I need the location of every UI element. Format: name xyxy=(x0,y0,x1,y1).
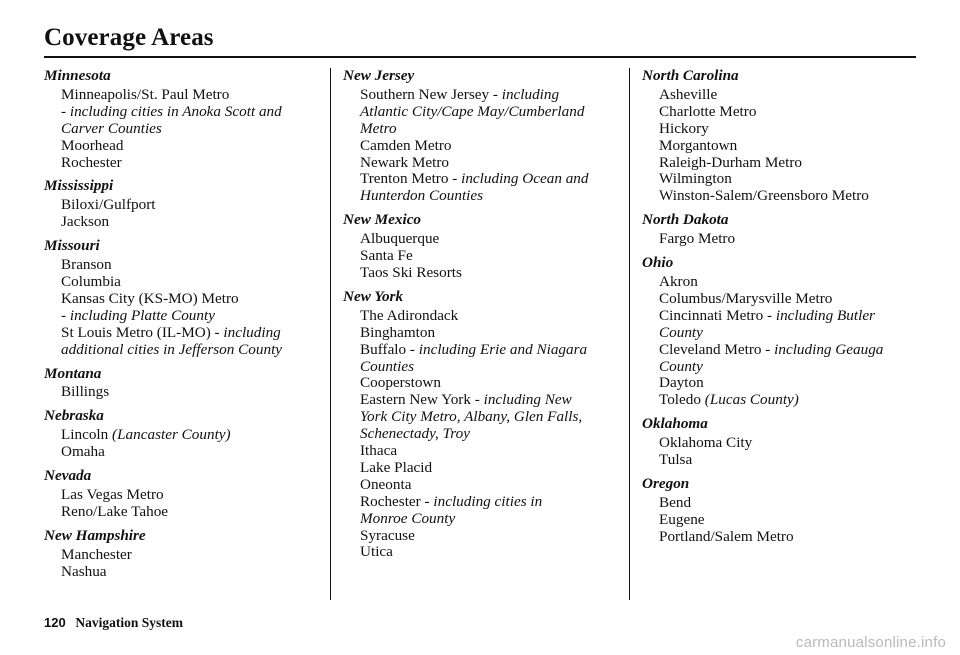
column-divider xyxy=(629,68,630,600)
city-entry xyxy=(642,325,922,342)
city-text: Lake Placid xyxy=(360,458,433,476)
city-text: Reno/Lake Tahoe xyxy=(61,502,169,520)
city-note: Monroe County xyxy=(360,509,456,527)
page-footer xyxy=(44,615,183,631)
city-entry xyxy=(642,452,922,469)
city-text: Syracuse xyxy=(360,526,415,544)
city-note: (Lancaster County) xyxy=(112,426,231,444)
state-heading: North Dakota xyxy=(642,211,729,229)
city-entry xyxy=(642,121,922,138)
city-entry xyxy=(343,528,629,545)
city-note: including Ocean and xyxy=(461,170,589,188)
city-entry xyxy=(642,342,922,359)
city-entry xyxy=(642,274,922,291)
city-text: Kansas City (KS-MO) Metro xyxy=(61,289,239,307)
city-text: Portland/Salem Metro xyxy=(659,527,794,545)
city-entry xyxy=(642,375,922,392)
city-text: Raleigh-Durham Metro xyxy=(659,153,802,171)
city-entry xyxy=(44,104,330,121)
city-entry xyxy=(343,265,629,282)
city-entry xyxy=(44,291,330,308)
city-text: Cincinnati Metro - xyxy=(659,306,776,324)
city-text: Binghamton xyxy=(360,323,436,341)
city-entry xyxy=(44,308,330,325)
city-note: including Geauga xyxy=(774,340,884,358)
city-entry xyxy=(343,325,629,342)
state-heading: Oklahoma xyxy=(642,415,708,433)
city-text: Manchester xyxy=(61,545,132,563)
coverage-column-1 xyxy=(44,68,330,580)
city-text: Dayton xyxy=(659,374,704,392)
city-text: Oklahoma City xyxy=(659,434,753,452)
city-entry xyxy=(343,155,629,172)
city-entry xyxy=(642,495,922,512)
city-text: Oneonta xyxy=(360,475,412,493)
city-entry xyxy=(44,444,330,461)
state-heading: Mississippi xyxy=(44,177,114,195)
state-heading: New York xyxy=(343,287,404,305)
city-text: Hickory xyxy=(659,119,709,137)
city-text: Akron xyxy=(659,272,698,290)
city-entry xyxy=(44,121,330,138)
state-heading: Nebraska xyxy=(44,407,104,425)
city-entry xyxy=(642,171,922,188)
city-note: including Butler xyxy=(775,306,875,324)
city-text: Rochester - xyxy=(360,492,434,510)
city-note: County xyxy=(659,357,703,375)
city-entry xyxy=(343,477,629,494)
city-note: Atlantic City/Cape May/Cumberland xyxy=(360,102,585,120)
city-entry xyxy=(44,155,330,172)
city-text: Asheville xyxy=(659,85,718,103)
city-text: Winston-Salem/Greensboro Metro xyxy=(659,187,869,205)
city-note: including New xyxy=(483,391,572,409)
city-entry xyxy=(642,104,922,121)
city-entry xyxy=(343,188,629,205)
city-entry xyxy=(642,512,922,529)
city-entry xyxy=(343,248,629,265)
city-entry xyxy=(343,138,629,155)
city-text: St Louis Metro (IL-MO) - xyxy=(61,323,224,341)
city-note: Counties xyxy=(360,357,415,375)
city-entry xyxy=(343,104,629,121)
city-text: Charlotte Metro xyxy=(659,102,757,120)
city-entry xyxy=(44,547,330,564)
city-note: - including Platte County xyxy=(61,306,215,324)
city-entry xyxy=(343,494,629,511)
state-heading: New Jersey xyxy=(343,67,415,84)
city-entry xyxy=(343,87,629,104)
city-entry xyxy=(343,426,629,443)
coverage-column-3 xyxy=(642,68,922,546)
city-note: additional cities in Jefferson County xyxy=(61,340,283,358)
city-text: Wilmington xyxy=(659,170,732,188)
city-entry xyxy=(642,435,922,452)
city-entry xyxy=(343,544,629,561)
state-heading: Minnesota xyxy=(44,67,111,84)
city-entry xyxy=(44,257,330,274)
state-heading: Oregon xyxy=(642,474,690,492)
state-heading: Nevada xyxy=(44,467,92,485)
city-entry xyxy=(642,392,922,409)
city-entry xyxy=(44,504,330,521)
column-divider xyxy=(330,68,331,600)
city-entry xyxy=(642,529,922,546)
state-heading: North Carolina xyxy=(642,67,739,84)
watermark: carmanualsonline.info xyxy=(795,634,946,651)
title-rule xyxy=(44,56,916,58)
city-text: Buffalo - xyxy=(360,340,419,358)
city-entry xyxy=(44,138,330,155)
city-entry xyxy=(343,392,629,409)
city-note: Metro xyxy=(360,119,397,137)
city-text: Cleveland Metro - xyxy=(659,340,775,358)
page-title: Coverage Areas xyxy=(44,24,214,51)
city-text: Columbia xyxy=(61,272,121,290)
city-entry xyxy=(44,564,330,581)
city-text: Utica xyxy=(360,543,393,561)
city-note: County xyxy=(659,323,703,341)
city-text: Cooperstown xyxy=(360,374,441,392)
state-heading: Missouri xyxy=(44,237,100,255)
city-entry xyxy=(642,359,922,376)
footer-label: Navigation System xyxy=(75,615,183,630)
city-entry xyxy=(642,231,922,248)
city-note: York City Metro, Albany, Glen Falls, xyxy=(360,408,583,426)
city-text: Ithaca xyxy=(360,442,398,460)
city-note: including Erie and Niagara xyxy=(418,340,588,358)
page-number: 120 xyxy=(44,615,66,630)
city-text: Lincoln xyxy=(61,426,113,444)
city-text: Camden Metro xyxy=(360,136,452,154)
city-text: Minneapolis/St. Paul Metro xyxy=(61,85,230,103)
city-entry xyxy=(44,197,330,214)
city-entry xyxy=(44,342,330,359)
city-text: Fargo Metro xyxy=(659,230,736,248)
city-text: Eugene xyxy=(659,510,705,528)
city-entry xyxy=(44,384,330,401)
city-note: Hunterdon Counties xyxy=(360,187,484,205)
city-entry xyxy=(343,443,629,460)
city-entry xyxy=(343,375,629,392)
state-heading: Montana xyxy=(44,364,102,382)
city-note: Carver Counties xyxy=(61,119,162,137)
city-entry xyxy=(44,325,330,342)
city-entry xyxy=(642,87,922,104)
city-entry xyxy=(44,274,330,291)
city-note: Schenectady, Troy xyxy=(360,425,470,443)
city-note: including cities in xyxy=(433,492,543,510)
city-text: Rochester xyxy=(61,153,122,171)
city-note: including xyxy=(223,323,281,341)
city-text: The Adirondack xyxy=(360,306,459,324)
city-text: Omaha xyxy=(61,443,105,461)
city-text: Moorhead xyxy=(61,136,124,154)
coverage-column-2 xyxy=(343,68,629,561)
city-entry xyxy=(343,308,629,325)
state-heading: New Hampshire xyxy=(44,526,146,544)
city-entry xyxy=(343,460,629,477)
city-entry xyxy=(343,231,629,248)
city-text: Toledo xyxy=(659,391,705,409)
city-entry xyxy=(44,487,330,504)
city-note: - including cities in Anoka Scott and xyxy=(61,102,282,120)
city-text: Billings xyxy=(61,383,110,401)
city-text: Taos Ski Resorts xyxy=(360,263,462,281)
city-text: Southern New Jersey - xyxy=(360,85,502,103)
city-entry xyxy=(343,359,629,376)
city-text: Jackson xyxy=(61,213,110,231)
city-entry xyxy=(44,214,330,231)
city-entry xyxy=(642,308,922,325)
city-text: Nashua xyxy=(61,562,107,580)
state-heading: Ohio xyxy=(642,254,674,272)
city-text: Eastern New York - xyxy=(360,391,484,409)
city-entry xyxy=(44,427,330,444)
city-entry xyxy=(642,188,922,205)
city-entry xyxy=(343,409,629,426)
city-text: Biloxi/Gulfport xyxy=(61,196,156,214)
city-entry xyxy=(642,291,922,308)
city-text: Albuquerque xyxy=(360,230,440,248)
city-text: Las Vegas Metro xyxy=(61,485,164,503)
city-entry xyxy=(343,511,629,528)
city-text: Morgantown xyxy=(659,136,738,154)
city-text: Santa Fe xyxy=(360,247,413,265)
city-note: (Lucas County) xyxy=(704,391,799,409)
city-entry xyxy=(343,342,629,359)
city-entry xyxy=(642,155,922,172)
city-text: Branson xyxy=(61,256,112,274)
city-text: Tulsa xyxy=(659,451,693,469)
city-text: Bend xyxy=(659,493,692,511)
city-note: including xyxy=(501,85,560,103)
city-text: Trenton Metro - xyxy=(360,170,462,188)
city-text: Newark Metro xyxy=(360,153,449,171)
city-entry xyxy=(44,87,330,104)
city-text: Columbus/Marysville Metro xyxy=(659,289,833,307)
city-entry xyxy=(343,121,629,138)
city-entry xyxy=(642,138,922,155)
state-heading: New Mexico xyxy=(343,211,422,229)
city-entry xyxy=(343,171,629,188)
